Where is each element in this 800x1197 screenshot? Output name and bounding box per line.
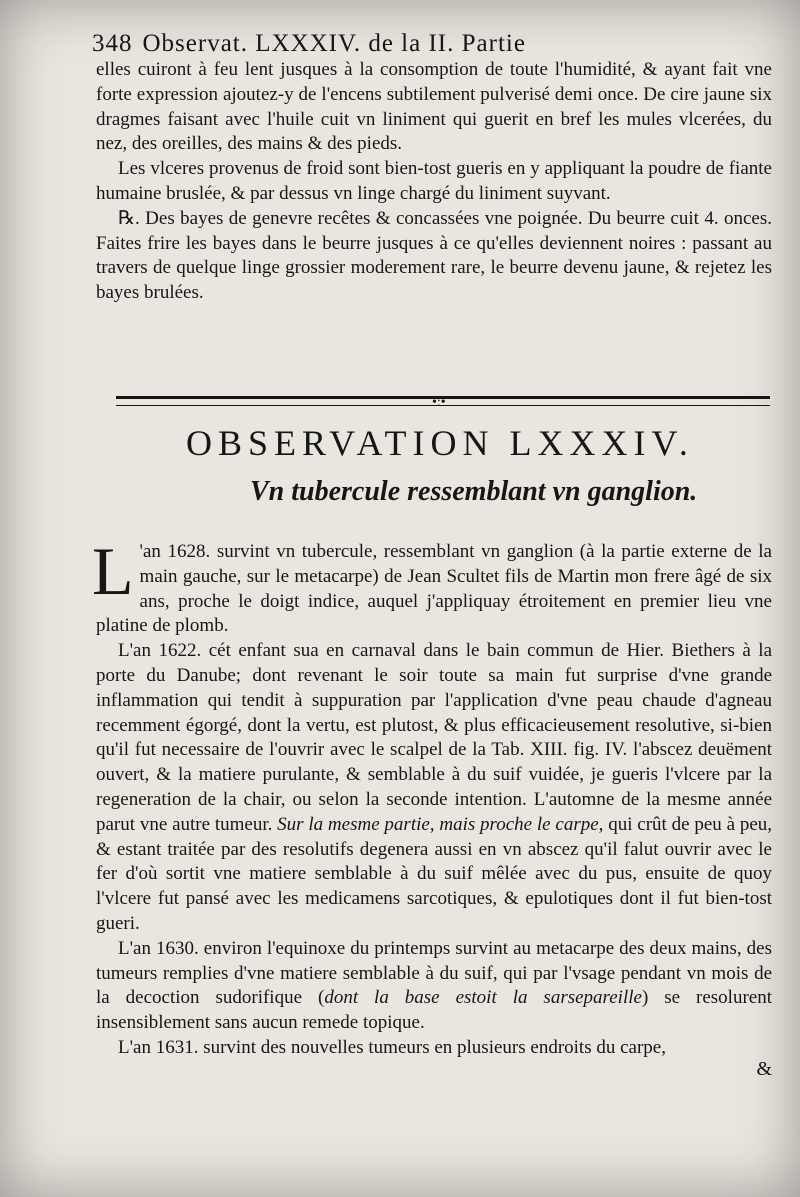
paragraph-text: L'an 1622. cét enfant sua en carnaval dans le bain commun de Hier. Biethers à la porte du Danube; dont revenant le soir toute sa main fut surprise d'vne grande inflammation qui tendit à suppuration par l'application d'vne peau chaude d'agneau recemment égorgé, dont la vertu, est plutost, & plus efficacieusement resolutive, si-bien qu'il fut necessaire de l'ouvrir avec le scalpel de la Tab. XIII. fig. IV. l'abscez deuëment ouvert, & la matiere purulante, & semblable à du suif vuidée, je gueris l'vlcere par la regeneration de la chair, ou selon la seconde intention. L'automne de la mesme année parut vne autre tumeur. bbox=[96, 640, 772, 835]
rule-ornament: •:• bbox=[432, 395, 446, 410]
top-text-block bbox=[96, 58, 772, 306]
paragraph bbox=[96, 937, 772, 1036]
paragraph-text: 'an 1628. survint vn tubercule, ressemblant vn ganglion (à la partie externe de la main gauche, sur le metacarpe) de Jean Scultet fils de Martin mon frere âgé de six ans, proche le doigt indice, auquel j'appliquay étroitement en premier lieu vne platine de plomb. bbox=[96, 541, 772, 637]
paragraph-text: qui crût de peu à peu, & estant traitée par des resolutifs degenera aussi en vn abscez qu'il falut ouvrir avec le fer d'où sortit vne matiere semblable à du suif mêlée avec du pus, ensuite de quoy l'vlcere fut pansé avec les medicamens sarcotiques, & epulotiques dont il fut bien-tost gueri. bbox=[96, 813, 772, 934]
running-head-title: Observat. LXXXIV. de la II. Partie bbox=[142, 30, 526, 57]
drop-cap: L bbox=[92, 533, 134, 609]
italic-phrase: Sur la mesme partie, mais proche le carpe, bbox=[277, 813, 604, 835]
body-text-block bbox=[92, 533, 772, 1061]
italic-phrase: dont la base estoit la sarsepareille bbox=[324, 987, 642, 1009]
page-number: 348 bbox=[92, 30, 133, 57]
observation-title: OBSERVATION LXXXIV. bbox=[186, 423, 694, 463]
paragraph bbox=[92, 533, 772, 639]
paragraph: Les vlceres provenus de froid sont bien-tost gueris en y appliquant la poudre de fiante humaine bruslée, & par dessus vn linge chargé du liniment suyvant. bbox=[96, 158, 772, 204]
paragraph-text: ) se resolurent insensiblement sans aucun remede topique. bbox=[96, 987, 772, 1034]
paragraph-text: L'an 1630. environ l'equinoxe du printemps survint au metacarpe des deux mains, des tumeurs remplies d'vne matiere semblable à du suif, qui par l'vsage pendant vn mois de la decoction sudorifique ( bbox=[96, 937, 772, 1009]
paragraph bbox=[96, 639, 772, 937]
catchword: & bbox=[756, 1058, 772, 1080]
running-head bbox=[92, 30, 782, 58]
paragraph: L'an 1631. survint des nouvelles tumeurs en plusieurs endroits du carpe, bbox=[118, 1036, 666, 1058]
observation-subtitle: Vn tubercule ressemblant vn ganglion. bbox=[250, 476, 698, 507]
recipe-paragraph: ℞. Des bayes de genevre recêtes & concassées vne poignée. Du beurre cuit 4. onces. Faites frire les bayes dans le beurre jusques à ce qu'elles deviennent noires : passant au travers de quelque linge grossier moderement rare, le beurre devenu jaune, & rejetez les bayes brulées. bbox=[96, 207, 772, 304]
paragraph: elles cuiront à feu lent jusques à la consomption de toute l'humidité, & ayant fait vne forte expression ajoutez-y de l'encens subtilement pulverisé demi once. De cire jaune six dragmes faisant avec l'huile cuit vn liniment qui guerit en bref les mules vlcerées, du nez, des oreilles, des mains & des pieds. bbox=[96, 59, 772, 155]
